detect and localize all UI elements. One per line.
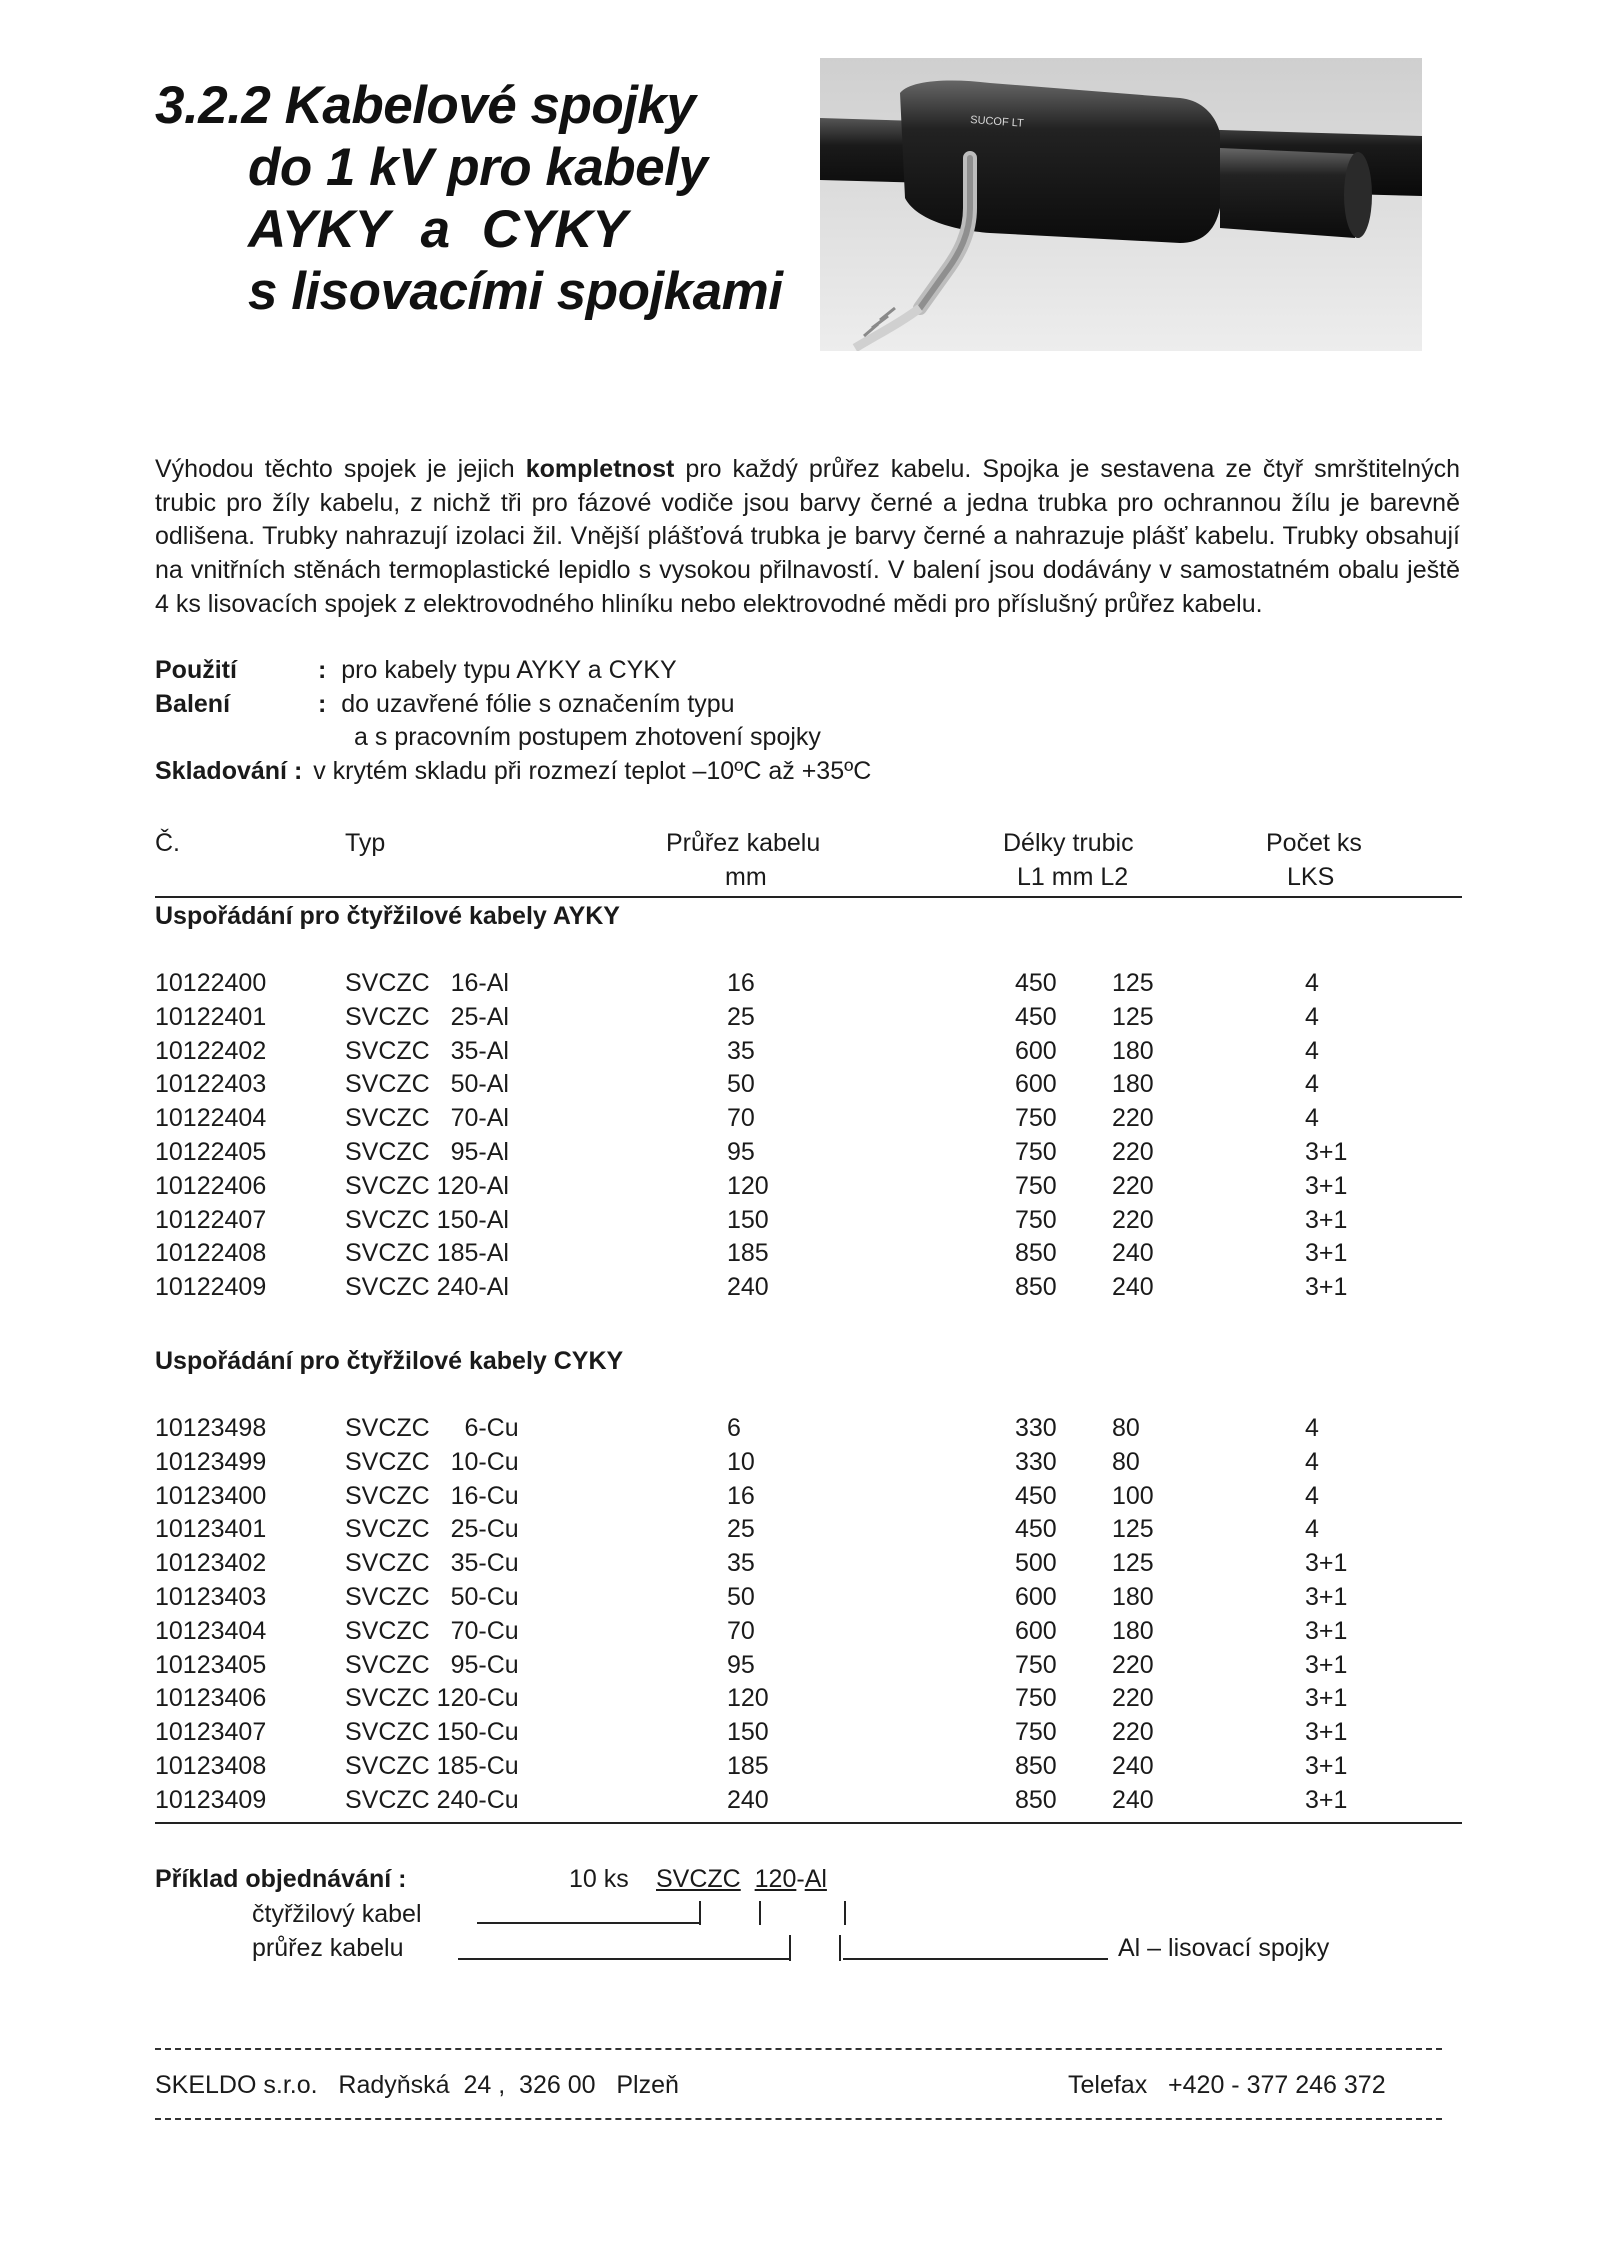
cell-cross: 10: [727, 1447, 755, 1476]
cell-code: 10123400: [155, 1481, 267, 1510]
info-pack-cont: [354, 720, 821, 754]
cell-code: 10123409: [155, 1785, 267, 1814]
cell-code: 10122401: [155, 1002, 267, 1031]
cell-l1: 450: [1015, 1515, 1057, 1544]
table-row: [0, 1648, 1600, 1682]
cell-type: SVCZC 16-Al: [345, 969, 509, 997]
title-line-3: AYKY a CYKY: [248, 200, 628, 259]
cell-type: SVCZC 16-Cu: [345, 1481, 519, 1510]
th-type: Typ: [345, 829, 386, 857]
cell-l1: 450: [1015, 969, 1057, 997]
table-bottom-rule: [155, 1822, 1462, 1824]
cell-type: SVCZC 70-Al: [345, 1104, 509, 1133]
cell-code: 10122400: [155, 969, 267, 997]
title-line-1: 3.2.2 Kabelové spojky: [155, 76, 696, 135]
cell-l1: 450: [1015, 1002, 1057, 1031]
cell-type: SVCZC 50-Al: [345, 1070, 509, 1099]
cell-lks: 3+1: [1305, 1718, 1348, 1747]
cell-code: 10123406: [155, 1684, 267, 1713]
cell-l1: 850: [1015, 1752, 1057, 1780]
order-code-material: Al: [804, 1865, 827, 1893]
table-row: [0, 1270, 1600, 1304]
cell-cross: 95: [727, 1138, 755, 1166]
cell-lks: 3+1: [1305, 1273, 1348, 1302]
section-title-ayky: Uspořádání pro čtyřžilové kabely AYKY: [155, 902, 620, 930]
footer-dashes-bottom: [155, 2118, 1442, 2120]
order-code-size: 120: [754, 1865, 797, 1893]
order-code: [656, 1862, 827, 1896]
cell-cross: 150: [727, 1718, 769, 1747]
cell-cross: 25: [727, 1002, 755, 1031]
cell-type: SVCZC 120-Al: [345, 1171, 509, 1200]
cell-code: 10123499: [155, 1447, 267, 1476]
cell-cross: 240: [727, 1785, 769, 1814]
cell-lks: 4: [1305, 1070, 1319, 1099]
table-row: [0, 1512, 1600, 1546]
cell-cross: 120: [727, 1684, 769, 1713]
cell-lks: 3+1: [1305, 1785, 1348, 1814]
cell-l1: 600: [1015, 1070, 1057, 1099]
th-count: Počet ks: [1266, 829, 1362, 857]
cell-code: 10122402: [155, 1036, 267, 1065]
cell-lks: 4: [1305, 1414, 1319, 1442]
footer-phone: Telefax +420 - 377 246 372: [1068, 2071, 1386, 2099]
header-rule: [155, 896, 1462, 898]
table-row: [0, 1236, 1600, 1270]
intro-paragraph: [155, 453, 1460, 622]
th-lengths-unit: L1 mm L2: [1017, 863, 1129, 891]
cell-code: 10123402: [155, 1549, 267, 1578]
cell-type: SVCZC 50-Cu: [345, 1583, 519, 1611]
cell-l2: 125: [1112, 1549, 1154, 1578]
cell-lks: 4: [1305, 1447, 1319, 1476]
cable-joint-photo: [820, 58, 1422, 351]
cell-cross: 16: [727, 1481, 755, 1510]
th-lengths: Délky trubic: [1003, 829, 1134, 857]
cell-l1: 850: [1015, 1785, 1057, 1814]
photo-label: SUCOF LT: [969, 114, 1025, 130]
table-row: [0, 1067, 1600, 1101]
cell-l2: 220: [1112, 1718, 1154, 1747]
order-callout-lines: [455, 1897, 865, 1977]
cell-type: SVCZC 150-Al: [345, 1205, 509, 1234]
cell-l1: 750: [1015, 1684, 1057, 1713]
table-row: [0, 1445, 1600, 1479]
cell-lks: 4: [1305, 1515, 1319, 1544]
cell-lks: 3+1: [1305, 1239, 1348, 1268]
section-title-cyky: Uspořádání pro čtyřžilové kabely CYKY: [155, 1347, 624, 1375]
info-use-colon: :: [318, 656, 327, 684]
cell-code: 10122406: [155, 1171, 267, 1200]
cell-type: SVCZC 185-Al: [345, 1239, 509, 1268]
cell-cross: 240: [727, 1273, 769, 1302]
cell-l2: 240: [1112, 1785, 1154, 1814]
cell-l1: 850: [1015, 1239, 1057, 1268]
cell-cross: 70: [727, 1104, 755, 1133]
cell-l1: 750: [1015, 1205, 1057, 1234]
cell-l2: 220: [1112, 1104, 1154, 1133]
cell-type: SVCZC 35-Al: [345, 1036, 509, 1065]
table-row: [0, 1411, 1600, 1445]
title-line-2: do 1 kV pro kabely: [248, 138, 708, 197]
table-row: [0, 1479, 1600, 1513]
intro-bold-word: kompletnost: [525, 455, 675, 483]
cell-cross: 150: [727, 1205, 769, 1234]
cell-type: SVCZC 35-Cu: [345, 1549, 519, 1578]
cell-cross: 6: [727, 1414, 741, 1442]
footer-company: SKELDO s.r.o. Radyňská 24 , 326 00 Plzeň: [155, 2071, 679, 2099]
cell-type: SVCZC 25-Cu: [345, 1515, 519, 1544]
cell-type: SVCZC 6-Cu: [345, 1414, 519, 1442]
table-row: [0, 1135, 1600, 1169]
table-row: [0, 1203, 1600, 1237]
cell-lks: 4: [1305, 1104, 1319, 1133]
cell-code: 10122408: [155, 1239, 267, 1268]
cell-cross: 120: [727, 1171, 769, 1200]
cell-cross: 16: [727, 969, 755, 997]
table-row: [0, 1681, 1600, 1715]
order-qty: 10 ks: [569, 1865, 629, 1893]
cell-l2: 220: [1112, 1138, 1154, 1166]
cell-l1: 450: [1015, 1481, 1057, 1510]
cell-lks: 3+1: [1305, 1752, 1348, 1780]
cell-type: SVCZC 240-Cu: [345, 1785, 519, 1814]
table-row: [0, 1614, 1600, 1648]
cell-code: 10122404: [155, 1104, 267, 1133]
info-pack-value-1: do uzavřené fólie s označením typu: [341, 690, 735, 718]
info-use: [155, 653, 677, 687]
cell-lks: 3+1: [1305, 1205, 1348, 1234]
cell-l1: 600: [1015, 1583, 1057, 1611]
th-count-unit: LKS: [1287, 863, 1335, 891]
table-row: [0, 1580, 1600, 1614]
cell-cross: 50: [727, 1583, 755, 1611]
cell-l2: 100: [1112, 1481, 1154, 1510]
th-no: Č.: [155, 829, 180, 857]
cell-l2: 240: [1112, 1273, 1154, 1302]
order-callout-line-2: [840, 1935, 1120, 1965]
table-row: [0, 1000, 1600, 1034]
cell-l2: 180: [1112, 1616, 1154, 1645]
info-pack-key: Balení: [155, 690, 231, 718]
cell-cross: 185: [727, 1239, 769, 1268]
cell-lks: 4: [1305, 1002, 1319, 1031]
info-pack-value-2: a s pracovním postupem zhotovení spojky: [354, 723, 821, 751]
cell-cross: 35: [727, 1036, 755, 1065]
cell-lks: 3+1: [1305, 1549, 1348, 1578]
info-store: [155, 754, 871, 788]
cell-cross: 25: [727, 1515, 755, 1544]
cell-code: 10123405: [155, 1650, 267, 1679]
title-line-4: s lisovacími spojkami: [248, 262, 783, 321]
cell-l2: 220: [1112, 1684, 1154, 1713]
cell-l2: 220: [1112, 1650, 1154, 1679]
cell-cross: 35: [727, 1549, 755, 1578]
cell-lks: 3+1: [1305, 1650, 1348, 1679]
th-cross: Průřez kabelu: [666, 829, 821, 857]
cell-l1: 750: [1015, 1138, 1057, 1166]
cell-code: 10123403: [155, 1583, 267, 1611]
cell-l2: 80: [1112, 1447, 1140, 1476]
cell-lks: 3+1: [1305, 1616, 1348, 1645]
page-title: [155, 75, 782, 323]
cell-l1: 600: [1015, 1616, 1057, 1645]
cell-l1: 850: [1015, 1273, 1057, 1302]
table-row: [0, 966, 1600, 1000]
order-code-sep: -: [796, 1865, 805, 1893]
cell-l2: 180: [1112, 1070, 1154, 1099]
info-pack: [155, 687, 735, 721]
cell-l1: 750: [1015, 1718, 1057, 1747]
table-row: [0, 1101, 1600, 1135]
cell-code: 10122405: [155, 1138, 267, 1166]
cell-code: 10123408: [155, 1752, 267, 1780]
cell-l2: 220: [1112, 1171, 1154, 1200]
th-cross-unit: mm: [725, 863, 767, 891]
cell-l1: 330: [1015, 1414, 1057, 1442]
info-pack-colon: :: [318, 690, 327, 718]
cell-code: 10122409: [155, 1273, 267, 1302]
cell-lks: 3+1: [1305, 1583, 1348, 1611]
cable-joint-image: [820, 58, 1422, 351]
footer-dashes-top: [155, 2048, 1442, 2050]
cell-code: 10122403: [155, 1070, 267, 1099]
cell-type: SVCZC 240-Al: [345, 1273, 509, 1302]
cell-code: 10122407: [155, 1205, 267, 1234]
table-row: [0, 1546, 1600, 1580]
order-code-type: SVCZC: [656, 1865, 741, 1893]
cell-l2: 125: [1112, 969, 1154, 997]
cell-type: SVCZC 70-Cu: [345, 1616, 519, 1645]
cell-cross: 50: [727, 1070, 755, 1099]
cell-code: 10123404: [155, 1616, 267, 1645]
cell-l2: 180: [1112, 1036, 1154, 1065]
order-note: Al – lisovací spojky: [1118, 1934, 1330, 1962]
cell-l2: 220: [1112, 1205, 1154, 1234]
cell-type: SVCZC 10-Cu: [345, 1447, 519, 1476]
cell-type: SVCZC 25-Al: [345, 1002, 509, 1031]
cell-code: 10123498: [155, 1414, 267, 1442]
cell-code: 10123401: [155, 1515, 267, 1544]
info-use-value: pro kabely typu AYKY a CYKY: [341, 656, 677, 684]
cell-lks: 3+1: [1305, 1138, 1348, 1166]
cell-l1: 750: [1015, 1171, 1057, 1200]
cell-type: SVCZC 120-Cu: [345, 1684, 519, 1713]
table-row: [0, 1749, 1600, 1783]
cell-lks: 3+1: [1305, 1684, 1348, 1713]
cell-l1: 600: [1015, 1036, 1057, 1065]
order-line-cable: čtyřžilový kabel: [252, 1900, 422, 1928]
cell-type: SVCZC 185-Cu: [345, 1752, 519, 1780]
order-example-label: Příklad objednávání :: [155, 1865, 407, 1893]
table-row: [0, 1169, 1600, 1203]
cell-l1: 750: [1015, 1650, 1057, 1679]
cell-l1: 750: [1015, 1104, 1057, 1133]
cell-l2: 240: [1112, 1239, 1154, 1268]
order-line-cross: průřez kabelu: [252, 1934, 404, 1962]
cell-type: SVCZC 95-Al: [345, 1138, 509, 1166]
cell-cross: 95: [727, 1650, 755, 1679]
table-row: [0, 1034, 1600, 1068]
table-row: [0, 1715, 1600, 1749]
cell-lks: 4: [1305, 1036, 1319, 1065]
intro-text-start: Výhodou těchto spojek je jejich: [155, 455, 526, 483]
cell-l2: 125: [1112, 1515, 1154, 1544]
cell-l2: 180: [1112, 1583, 1154, 1611]
cell-lks: 4: [1305, 1481, 1319, 1510]
info-store-value: v krytém skladu při rozmezí teplot –10ºC až +35ºC: [313, 757, 872, 785]
cell-l2: 80: [1112, 1414, 1140, 1442]
cell-lks: 4: [1305, 969, 1319, 997]
intro-text-rest: pro každý průřez kabelu. Spojka je sestavena ze čtyř smrštitelných trubic pro žíly kabelu, z nichž tři pro fázové vodiče jsou barvy černé a jedna trubka pro ochrannou žílu je barevně odlišena. Trubky nahrazují izolaci žil. Vnější plášťová trubka je barvy černé a nahrazuje plášť kabelu. Trubky obsahují na vnitřních stěnách termoplastické lepidlo s vysokou přilnavostí. V balení jsou dodávány v samostatném obalu ještě 4 ks lisovacích spojek z elektrovodného hliníku nebo elektrovodné mědi pro příslušný průřez kabelu.: [155, 455, 1460, 618]
cell-cross: 70: [727, 1616, 755, 1645]
cell-type: SVCZC 95-Cu: [345, 1650, 519, 1679]
cell-l2: 125: [1112, 1002, 1154, 1031]
cell-code: 10123407: [155, 1718, 267, 1747]
cell-l1: 500: [1015, 1549, 1057, 1578]
cell-cross: 185: [727, 1752, 769, 1780]
info-use-key: Použití: [155, 656, 237, 684]
cell-l2: 240: [1112, 1752, 1154, 1780]
cell-type: SVCZC 150-Cu: [345, 1718, 519, 1747]
table-row: [0, 1783, 1600, 1817]
cell-lks: 3+1: [1305, 1171, 1348, 1200]
info-store-key: Skladování :: [155, 757, 303, 785]
cell-l1: 330: [1015, 1447, 1057, 1476]
